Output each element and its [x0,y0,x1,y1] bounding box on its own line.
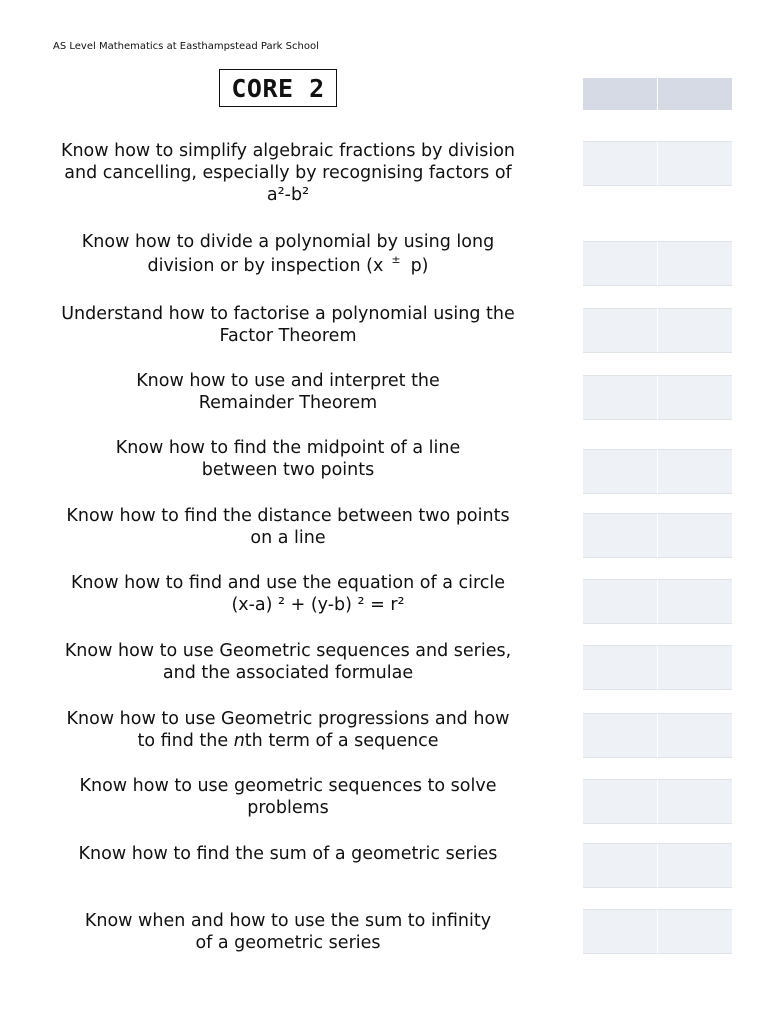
rating-row [583,645,732,690]
rating-cell[interactable] [658,579,732,624]
rating-row [583,579,732,624]
rating-row [583,779,732,824]
objective-item: Know how to use Geometric progressions and how to find the nth term of a sequence [66,709,510,751]
rating-cell[interactable] [583,843,658,888]
rating-cell[interactable] [658,909,732,954]
rating-cell[interactable] [583,645,658,690]
rating-row [583,449,732,494]
objective-item: Know how to find the distance between two points on a line [66,506,510,548]
rating-cell[interactable] [658,645,732,690]
rating-row [583,909,732,954]
objective-item: Know how to simplify algebraic fractions by division and cancelling, especially by recognising factors of a²-b² [60,141,516,205]
objective-item: Know how to divide a polynomial by using long division or by inspection (x ± p) [81,232,495,276]
rating-row [583,713,732,758]
rating-cell[interactable] [583,513,658,558]
rating-row [583,375,732,420]
objective-item: Know how to use geometric sequences to solve problems [79,776,497,818]
objective-item: Know how to find and use the equation of a circle(x-a) ² + (y-b) ² = r² [70,573,506,615]
rating-cell[interactable] [583,579,658,624]
rating-cell[interactable] [583,308,658,353]
rating-row [583,141,732,186]
rating-header-cell [658,78,732,110]
objective-item: Know how to find the sum of a geometric series [78,844,498,864]
rating-cell[interactable] [583,779,658,824]
rating-cell[interactable] [658,308,732,353]
rating-cell[interactable] [658,141,732,186]
objective-item: Know how to use Geometric sequences and series, and the associated formulae [64,641,512,683]
rating-row [583,513,732,558]
rating-cell[interactable] [658,513,732,558]
page-title: CORE 2 [219,69,337,107]
objective-item: Know how to find the midpoint of a line between two points [115,438,461,480]
rating-row [583,308,732,353]
rating-cell[interactable] [583,375,658,420]
rating-cell[interactable] [583,713,658,758]
rating-cell[interactable] [658,241,732,286]
rating-cell[interactable] [658,843,732,888]
rating-row [583,843,732,888]
rating-header-cell [583,78,658,110]
rating-header-row [583,78,732,110]
plus-minus-symbol: ± [391,253,401,266]
school-header: AS Level Mathematics at Easthampstead Park School [53,41,319,52]
rating-cell[interactable] [583,141,658,186]
rating-cell[interactable] [583,909,658,954]
rating-row [583,241,732,286]
objective-item: Know how to use and interpret the Remainder Theorem [136,371,440,413]
rating-cell[interactable] [658,375,732,420]
rating-cell[interactable] [658,779,732,824]
rating-cell[interactable] [658,713,732,758]
objective-item: Know when and how to use the sum to infinity of a geometric series [84,911,492,953]
rating-cell[interactable] [583,449,658,494]
rating-cell[interactable] [583,241,658,286]
objective-item: Understand how to factorise a polynomial using the Factor Theorem [61,304,515,346]
rating-cell[interactable] [658,449,732,494]
